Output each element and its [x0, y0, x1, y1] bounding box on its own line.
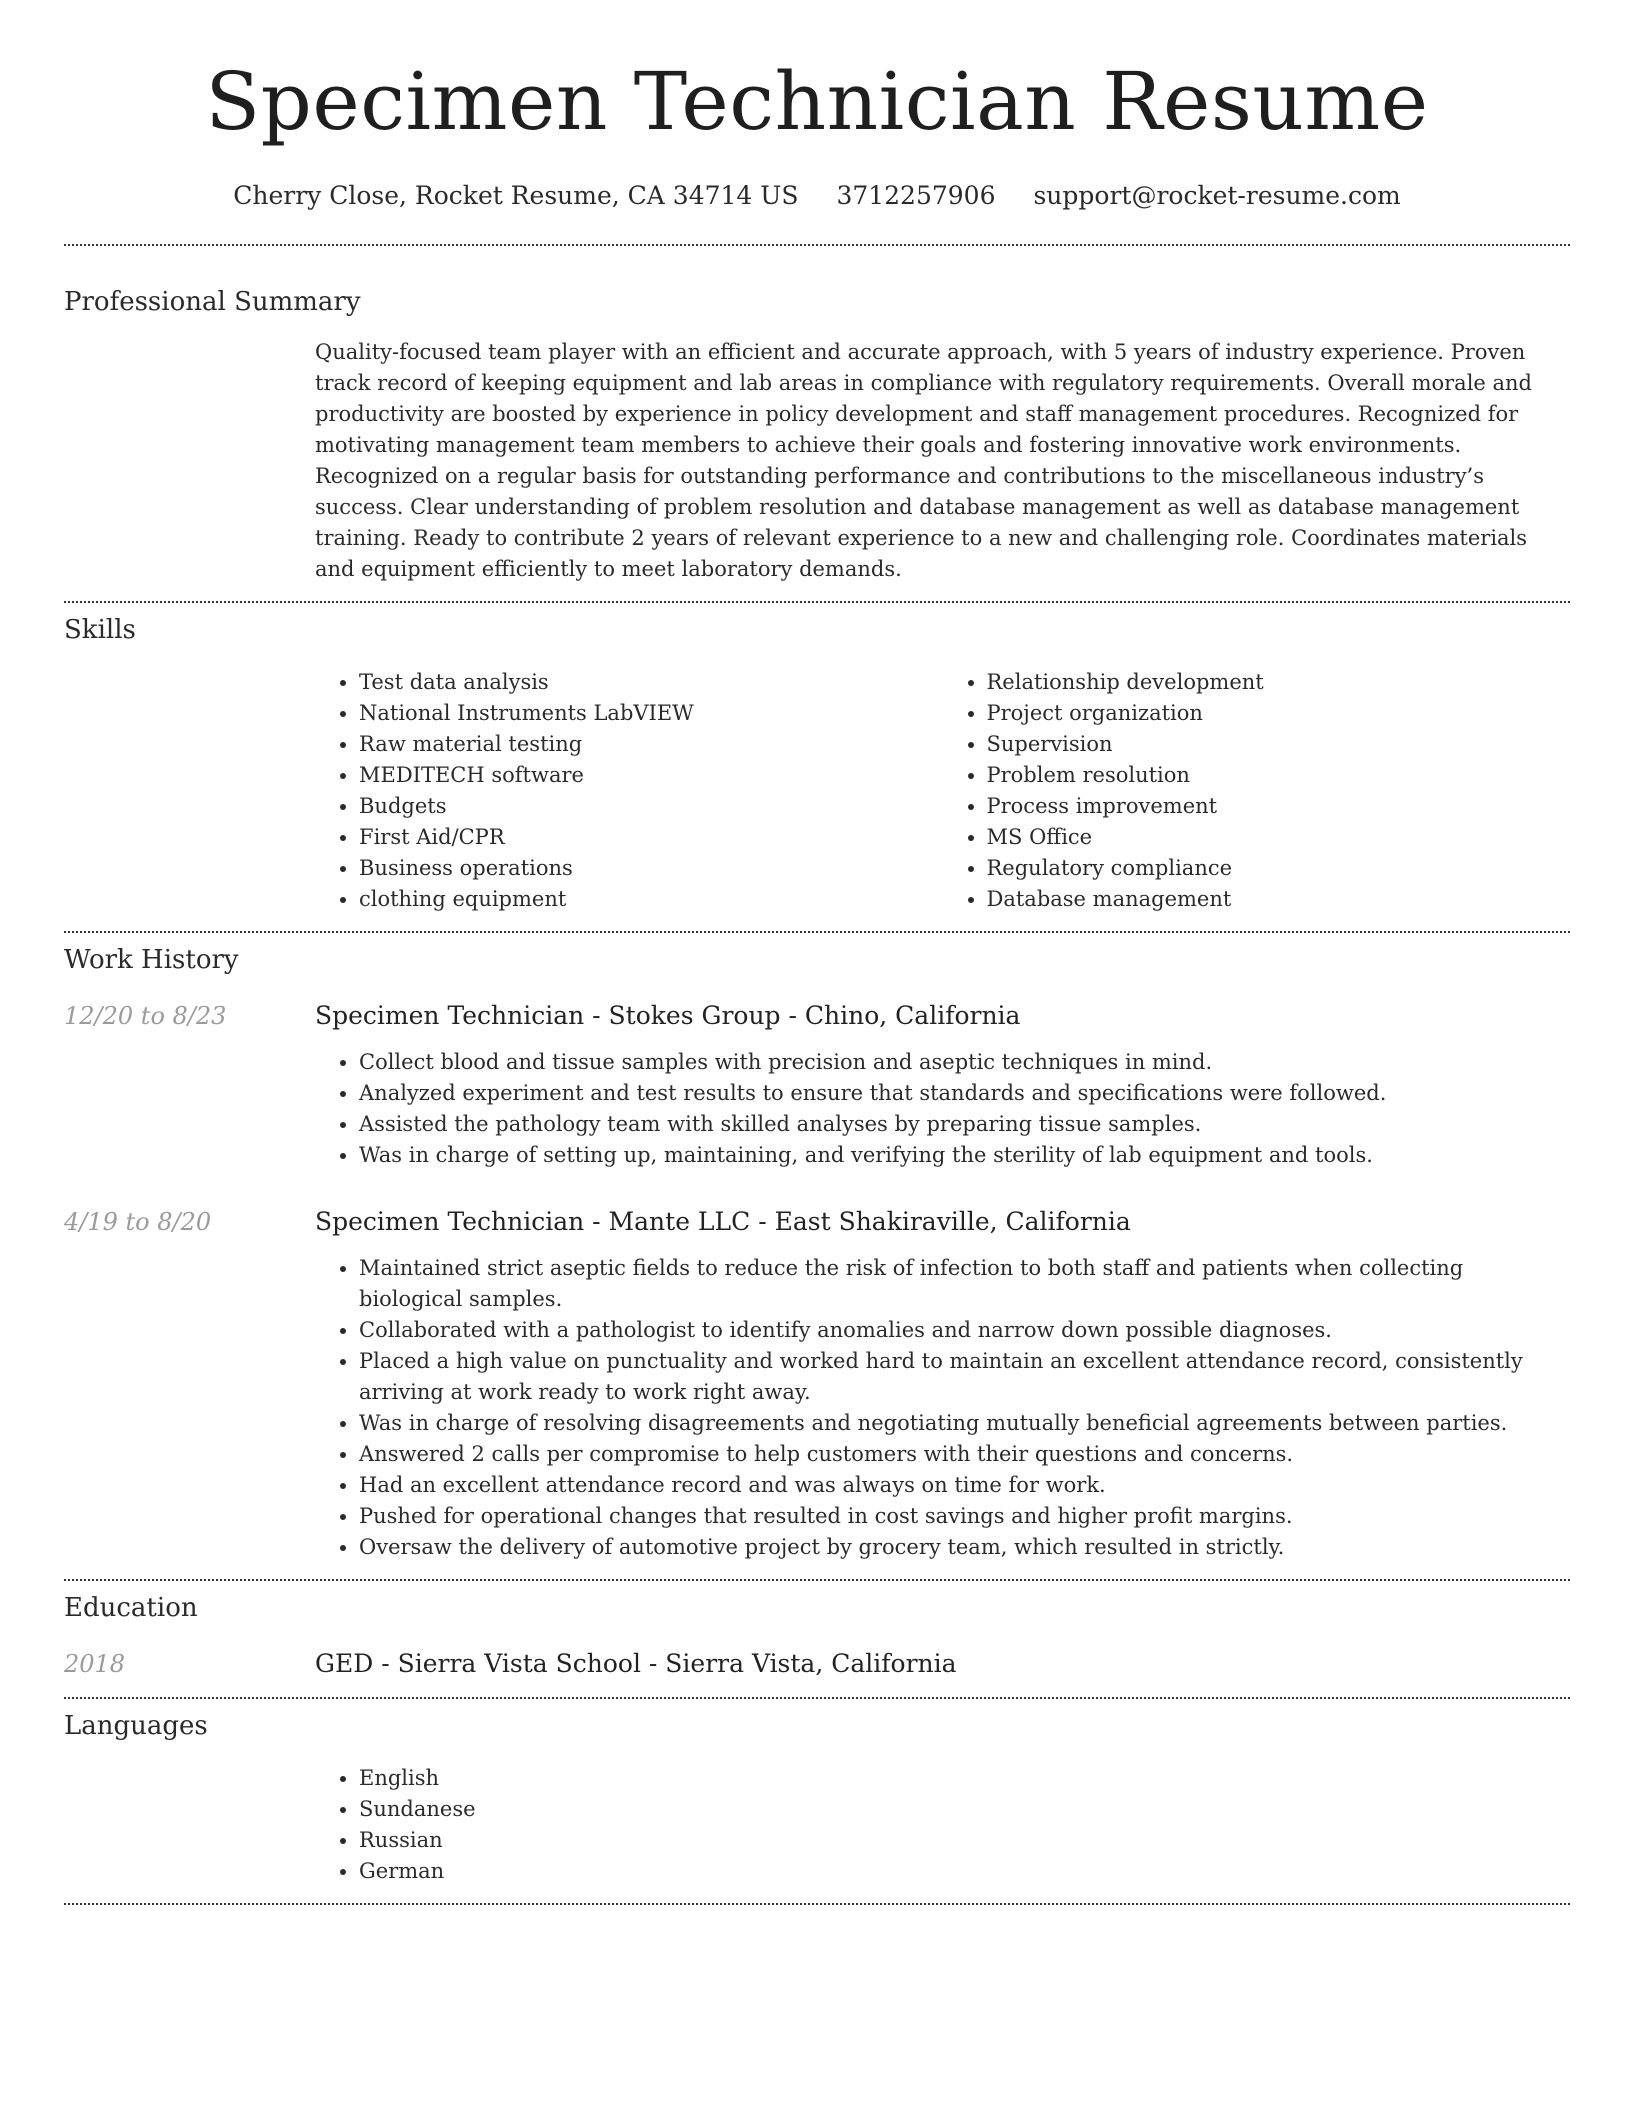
job-dates: 12/20 to 8/23 [64, 1002, 227, 1030]
skills-column-right [943, 667, 1571, 915]
skills-column-left [315, 667, 943, 915]
job-bullet: • Placed a high value on punctuality and worked hard to maintain an excellent attendance record, consistently arriving at work ready to work right away. [359, 1346, 1570, 1408]
skill-item: • First Aid/CPR [359, 822, 943, 853]
languages-section [64, 1699, 1570, 1887]
skills-heading: Skills [64, 615, 136, 645]
skill-item: • Relationship development [987, 667, 1571, 698]
job-bullets [315, 1047, 1570, 1171]
skill-item: • clothing equipment [359, 884, 943, 915]
job-bullet: • Collect blood and tissue samples with precision and aseptic techniques in mind. [359, 1047, 1570, 1078]
summary-heading: Professional Summary [64, 287, 361, 317]
job-bullet: • Collaborated with a pathologist to identify anomalies and narrow down possible diagnoses. [359, 1315, 1570, 1346]
language-item: • Russian [359, 1825, 1570, 1856]
skill-item: • Test data analysis [359, 667, 943, 698]
skill-item: • Business operations [359, 853, 943, 884]
resume-header [64, 0, 1570, 212]
job-heading: Specimen Technician - Mante LLC - East Shakiraville, California [315, 1207, 1131, 1236]
job-bullet: • Assisted the pathology team with skilled analyses by preparing tissue samples. [359, 1109, 1570, 1140]
skill-item: • Project organization [987, 698, 1571, 729]
education-heading: Education [64, 1593, 198, 1623]
skill-item: • Raw material testing [359, 729, 943, 760]
resume-page [64, 0, 1570, 1905]
contact-phone: 3712257906 [836, 181, 996, 210]
skill-item: • National Instruments LabVIEW [359, 698, 943, 729]
languages-list [315, 1763, 1570, 1887]
summary-text: Quality-focused team player with an efficient and accurate approach, with 5 years of industry experience. Proven track record of keeping equipment and lab areas in compliance with regulatory requirements. Overall morale and productivity are boosted by experience in policy development and staff management procedures. Recognized for motivating management team members to achieve their goals and fostering innovative work environments. Recognized on a regular basis for outstanding performance and contributions to the miscellaneous industry’s success. Clear understanding of problem resolution and database management as well as database management training. Ready to contribute 2 years of relevant experience to a new and challenging role. Coordinates materials and equipment efficiently to meet laboratory demands. [315, 340, 1532, 581]
divider [64, 1903, 1570, 1905]
job-bullet: • Analyzed experiment and test results to ensure that standards and specifications were followed. [359, 1078, 1570, 1109]
skill-item: • Process improvement [987, 791, 1571, 822]
job-bullet: • Maintained strict aseptic fields to reduce the risk of infection to both staff and patients when collecting biological samples. [359, 1253, 1570, 1315]
summary-content [315, 337, 1570, 585]
work-heading: Work History [64, 945, 239, 975]
skill-item: • MS Office [987, 822, 1571, 853]
language-item: • Sundanese [359, 1794, 1570, 1825]
job-header [64, 1205, 1570, 1239]
job-dates: 4/19 to 8/20 [64, 1208, 212, 1236]
job-entry [64, 999, 1570, 1171]
education-entry [64, 1647, 1570, 1681]
language-item: • English [359, 1763, 1570, 1794]
work-section [64, 933, 1570, 1563]
contact-email: support@rocket-resume.com [1033, 181, 1401, 210]
skills-section [64, 603, 1570, 915]
job-bullets [315, 1253, 1570, 1563]
skill-item: • Regulatory compliance [987, 853, 1571, 884]
contact-address: Cherry Close, Rocket Resume, CA 34714 US [233, 181, 799, 210]
job-entry [64, 1205, 1570, 1563]
job-bullet: • Pushed for operational changes that resulted in cost savings and higher profit margins. [359, 1501, 1570, 1532]
job-bullet: • Had an excellent attendance record and was always on time for work. [359, 1470, 1570, 1501]
job-bullet: • Answered 2 calls per compromise to help customers with their questions and concerns. [359, 1439, 1570, 1470]
skill-item: • MEDITECH software [359, 760, 943, 791]
education-heading-line: GED - Sierra Vista School - Sierra Vista, California [315, 1649, 957, 1678]
job-bullet: • Was in charge of setting up, maintaining, and verifying the sterility of lab equipment and tools. [359, 1140, 1570, 1171]
job-heading: Specimen Technician - Stokes Group - Chino, California [315, 1001, 1021, 1030]
resume-title: Specimen Technician Resume [205, 55, 1429, 148]
education-year: 2018 [64, 1650, 126, 1678]
skill-item: • Supervision [987, 729, 1571, 760]
job-bullet: • Oversaw the delivery of automotive project by grocery team, which resulted in strictly. [359, 1532, 1570, 1563]
skill-item: • Problem resolution [987, 760, 1571, 791]
skills-list [315, 667, 1570, 915]
contact-line [64, 180, 1570, 212]
job-bullet: • Was in charge of resolving disagreements and negotiating mutually beneficial agreements between parties. [359, 1408, 1570, 1439]
education-section [64, 1581, 1570, 1681]
skill-item: • Database management [987, 884, 1571, 915]
language-item: • German [359, 1856, 1570, 1887]
job-header [64, 999, 1570, 1033]
skill-item: • Budgets [359, 791, 943, 822]
languages-heading: Languages [64, 1711, 208, 1741]
summary-section [64, 246, 1570, 585]
